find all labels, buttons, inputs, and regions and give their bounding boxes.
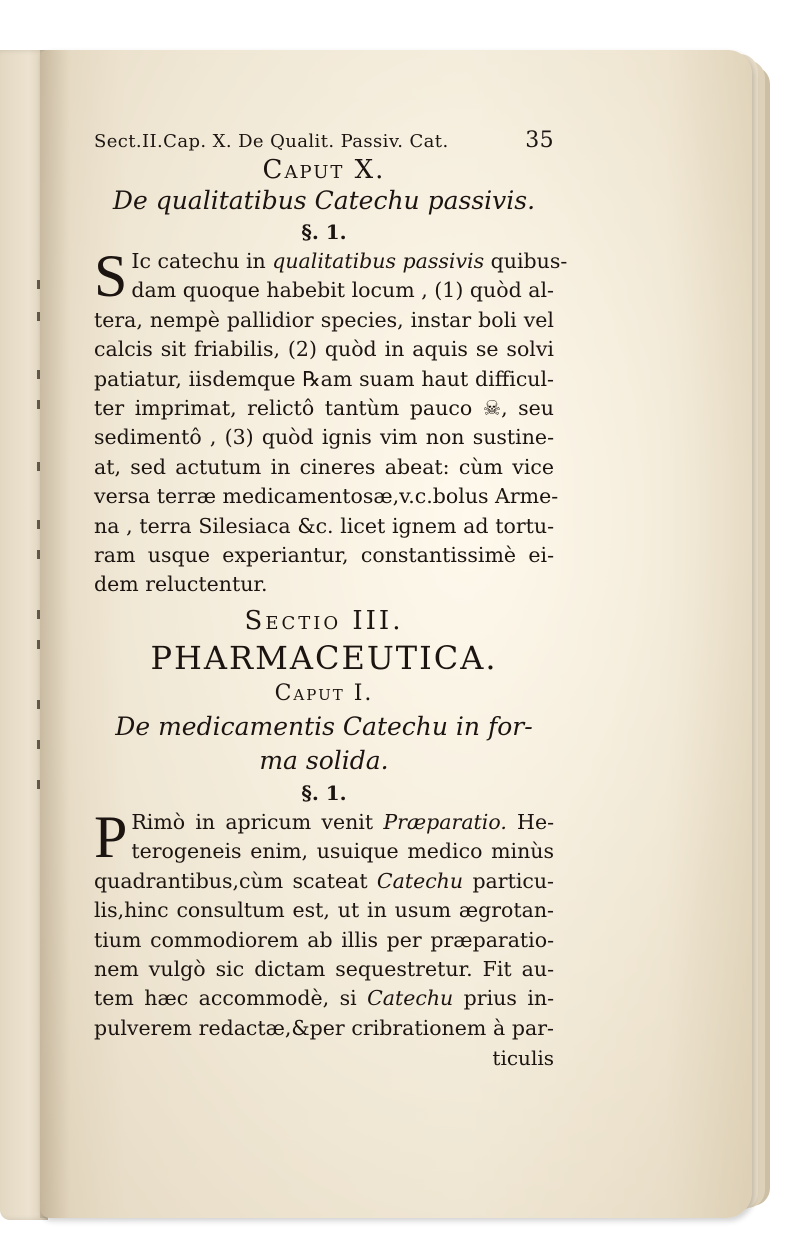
text-line: versa terræ medicamentosæ,v.c.bolus Arme-	[94, 484, 559, 509]
section-sign: §. 1.	[301, 220, 347, 244]
paragraph-2	[94, 803, 554, 1043]
catchword: ticulis	[492, 1046, 554, 1071]
chapter-title-line: De medicamentis Catechu in for-	[115, 711, 533, 741]
text-line: sedimentô , (3) quòd ignis vim non sustine-	[94, 425, 554, 450]
text-line: tera, nempè pallidior species, instar boli vel	[94, 307, 554, 332]
text-line: terogeneis enim, usuique medico minùs	[131, 839, 554, 864]
text-line: na , terra Silesiaca &c. licet ignem ad tortu-	[94, 513, 554, 538]
chapter-heading: Caput I.	[274, 680, 374, 706]
text-block	[94, 128, 568, 1071]
chapter-title: De qualitatibus Catechu passivis.	[112, 186, 536, 215]
running-head-title: Sect.II.Cap. X. De Qualit. Passiv. Cat.	[94, 131, 449, 152]
text-line: ram usque experiantur, constantissimè ei-	[94, 543, 554, 568]
book-page	[40, 50, 752, 1218]
text-line: nem vulgò sic dictam sequestretur. Fit au-	[94, 956, 554, 981]
running-head	[94, 128, 554, 153]
text-line: Ic catechu in qualitatibus passivis quibus-	[131, 249, 568, 273]
page-gutter-shadow	[40, 50, 70, 1218]
drop-cap: S	[94, 243, 128, 309]
text-line: ter imprimat, relictô tantùm pauco ☠, seu	[94, 396, 554, 421]
text-line: pulverem redactæ,&per cribrationem à par-	[94, 1015, 554, 1040]
chapter-heading: Caput X.	[262, 155, 386, 185]
text-line: patiatur, iisdemque ℞am suam haut difficul-	[94, 366, 554, 391]
section-title: PHARMACEUTICA.	[150, 638, 498, 677]
text-line: dem reluctentur.	[94, 572, 268, 597]
text-line: dam quoque habebit locum , (1) quòd al-	[131, 278, 554, 303]
text-line: lis,hinc consultum est, ut in usum ægrotan-	[94, 898, 554, 923]
paragraph-1	[94, 243, 568, 600]
text-line: Rimò in apricum venit Præparatio. He-	[131, 809, 554, 834]
text-line: tem hæc accommodè, si Catechu prius in-	[94, 986, 554, 1011]
text-line: at, sed actutum in cineres abeat: cùm vice	[94, 454, 554, 479]
page-number: 35	[525, 128, 554, 153]
section-heading: Sectio III.	[244, 605, 404, 636]
text-line: tium commodiorem ab illis per præparatio-	[94, 927, 554, 952]
chapter-title-line: ma solida.	[259, 745, 389, 775]
drop-cap: P	[94, 803, 128, 870]
section-sign: §. 1.	[301, 780, 347, 805]
text-line: calcis sit friabilis, (2) quòd in aquis se solvi	[94, 337, 554, 362]
text-line: quadrantibus,cùm scateat Catechu particu-	[94, 868, 554, 893]
